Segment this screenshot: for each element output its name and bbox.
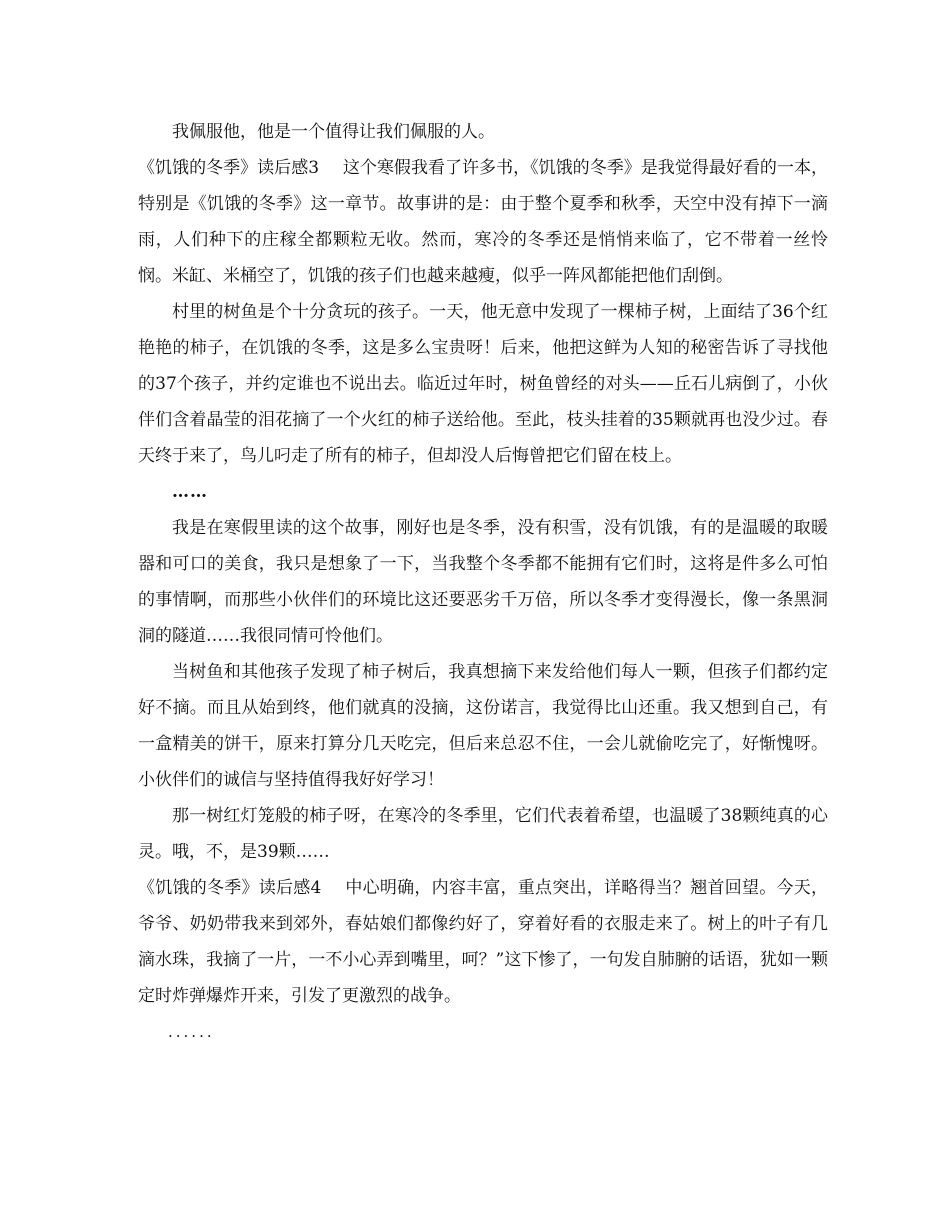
section-heading: 《饥饿的冬季》读后感3	[138, 158, 320, 178]
paragraph-text: 那一树红灯笼般的柿子呀，在寒冷的冬季里，它们代表着希望，也温暖了38颗纯真的心灵。哦，不，是39颗……	[138, 806, 828, 862]
paragraph-text: 村里的树鱼是个十分贪玩的孩子。一天，他无意中发现了一棵柿子树，上面结了36个红艳艳的柿子，在饥饿的冬季，这是多么宝贵呀！后来，他把这鲜为人知的秘密告诉了寻找他的37个孩子，并约定谁也不说出去。临近过年时，树鱼曾经的对头——丘石儿病倒了，小伙伴们含着晶莹的泪花摘了一个火红的柿子送给他。至此，枝头挂着的35颗就再也没少过。春天终于来了，鸟儿叼走了所有的柿子，但却没人后悔曾把它们留在枝上。	[138, 302, 828, 466]
ellipsis-text: ......	[168, 1023, 215, 1041]
paragraph-3	[138, 294, 828, 474]
paragraph-6	[138, 654, 828, 798]
paragraph-text: 这个寒假我看了许多书，《饥饿的冬季》是我觉得最好看的一本，特别是《饥饿的冬季》这一章节。故事讲的是：由于整个夏季和秋季，天空中没有掉下一滴雨，人们种下的庄稼全都颗粒无收。然而，寒冷的冬季还是悄悄来临了，它不带着一丝怜悯。米缸、米桶空了，饥饿的孩子们也越来越瘦，似乎一阵风都能把他们刮倒。	[138, 158, 828, 286]
paragraph-2	[138, 150, 828, 294]
paragraph-text: 中心明确，内容丰富，重点突出，详略得当？翘首回望。今天，爷爷、奶奶带我来到郊外，春姑娘们都像约好了，穿着好看的衣服走来了。树上的叶子有几滴水珠，我摘了一片，一不小心弄到嘴里，呵？”这下惨了，一句发自肺腑的话语，犹如一颗定时炸弹爆炸开来，引发了更激烈的战争。	[138, 878, 829, 1006]
paragraph-8	[138, 870, 828, 1014]
paragraph-5	[138, 510, 828, 654]
paragraph-1	[138, 114, 828, 150]
paragraph-trailing-dots	[138, 1014, 828, 1050]
paragraph-ellipsis	[138, 474, 828, 510]
paragraph-7	[138, 798, 828, 870]
paragraph-text: 我是在寒假里读的这个故事，刚好也是冬季，没有积雪，没有饥饿，有的是温暖的取暖器和可口的美食，我只是想象了一下，当我整个冬季都不能拥有它们时，这将是件多么可怕的事情啊，而那些小伙伴们的环境比这还要恶劣千万倍，所以冬季才变得漫长，像一条黑洞洞的隧道……我很同情可怜他们。	[138, 518, 828, 646]
paragraph-text: 当树鱼和其他孩子发现了柿子树后，我真想摘下来发给他们每人一颗，但孩子们都约定好不摘。而且从始到终，他们就真的没摘，这份诺言，我觉得比山还重。我又想到自己，有一盒精美的饼干，原来打算分几天吃完，但后来总忍不住，一会儿就偷吃完了，好惭愧呀。小伙伴们的诚信与坚持值得我好好学习！	[138, 662, 828, 790]
ellipsis-text: ……	[172, 482, 208, 502]
document-body	[138, 114, 828, 1050]
paragraph-text: 我佩服他，他是一个值得让我们佩服的人。	[172, 122, 495, 142]
section-heading: 《饥饿的冬季》读后感4	[138, 878, 322, 898]
